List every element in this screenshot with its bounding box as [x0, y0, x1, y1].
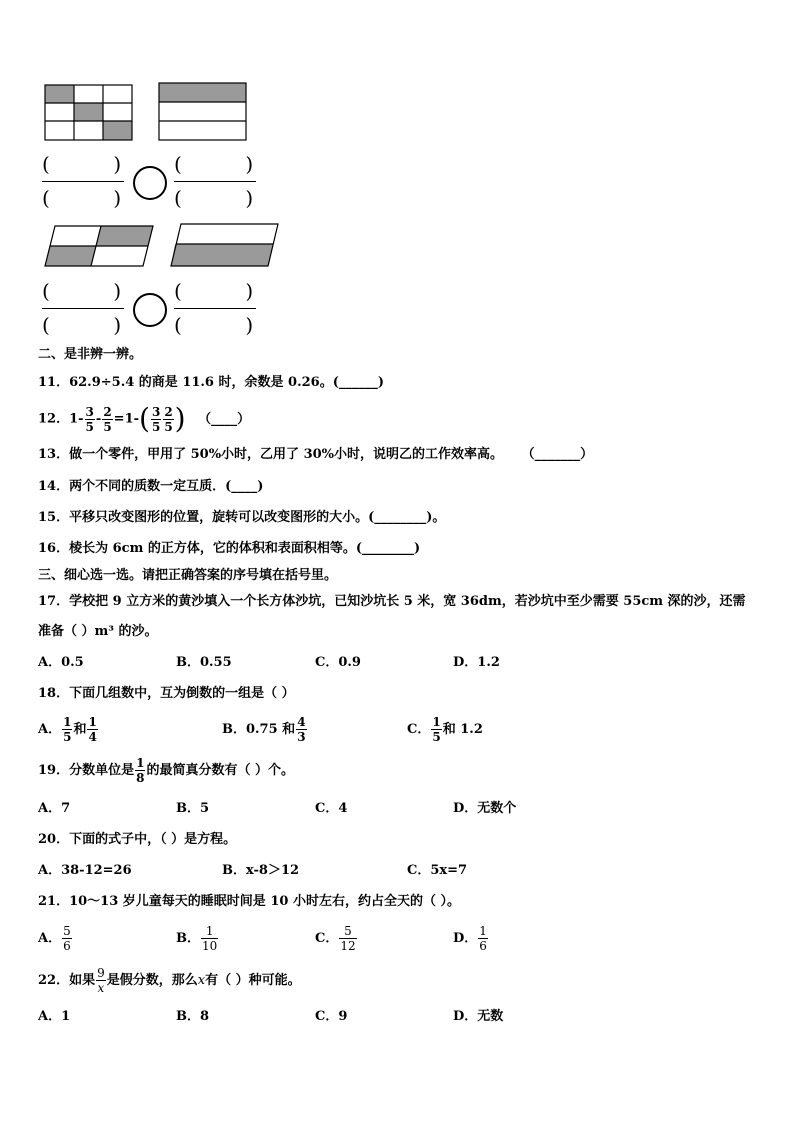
q19-option-a[interactable]: A．7	[38, 801, 71, 816]
question-14: 14．两个不同的质数一定互质．(____)	[38, 479, 264, 494]
question-12: 12．1- $\frac{3}{5}$ - $\frac{2}{5}$ =1-( $\frac{3}{5}$ $\frac{2}{5}$ ) （____）	[38, 402, 251, 435]
figure-parallelogram-halves	[170, 222, 280, 268]
q18-option-c[interactable]: C． $\frac{1}{5}$ 和 1.2	[407, 715, 483, 744]
q21-option-b[interactable]: B． $\frac{1}{10}$	[176, 924, 218, 953]
fraction-blank-2[interactable]: ( ) ( )	[174, 150, 256, 214]
question-16: 16．棱长为 6cm 的正方体，它的体积和表面积相等。(________)	[38, 541, 421, 556]
q22-option-c[interactable]: C．9	[315, 1009, 348, 1024]
question-22: 22．如果 $\frac{9}{x}$ 是假分数，那么x有（ ）种可能。	[38, 966, 301, 995]
answer-blank[interactable]: ________	[374, 510, 427, 525]
fraction-blank-4[interactable]: ( ) ( )	[174, 277, 256, 341]
compare-circle-1[interactable]	[133, 166, 167, 200]
q18-option-a[interactable]: A． $\frac{1}{5}$ 和 $\frac{1}{4}$	[38, 715, 97, 744]
q20-option-a[interactable]: A．38-12=26	[38, 863, 132, 878]
question-11: 11．62.9÷5.4 的商是 11.6 时，余数是 0.26。(______)	[38, 375, 384, 390]
q22-option-b[interactable]: B．8	[176, 1009, 210, 1024]
answer-blank[interactable]: ____	[231, 479, 258, 494]
q21-option-d[interactable]: D． $\frac{1}{6}$	[453, 924, 487, 953]
q21-option-c[interactable]: C． $\frac{5}{12}$	[315, 924, 356, 953]
question-17-line2: 准备（ ）m³ 的沙。	[38, 624, 158, 639]
q17-option-c[interactable]: C．0.9	[315, 655, 361, 670]
section3-title: 三、细心选一选。请把正确答案的序号填在括号里。	[38, 568, 338, 583]
q17-option-d[interactable]: D．1.2	[453, 655, 500, 670]
figure-rect-3rows	[158, 82, 248, 142]
q22-option-d[interactable]: D．无数	[453, 1009, 504, 1024]
answer-blank[interactable]: （_______）	[521, 447, 594, 462]
fraction-blank-3[interactable]: ( ) ( )	[42, 277, 124, 341]
q19-option-b[interactable]: B．5	[176, 801, 210, 816]
figure-grid-3x3	[44, 84, 134, 142]
fraction-bar	[42, 308, 124, 309]
question-21: 21．10～13 岁儿童每天的睡眠时间是 10 小时左右，约占全天的（ ）。	[38, 894, 460, 909]
figure-parallelogram-quarters	[44, 224, 156, 268]
q18-option-b[interactable]: B．0.75 和 $\frac{4}{3}$	[222, 715, 306, 744]
q22-option-a[interactable]: A．1	[38, 1009, 71, 1024]
q21-option-a[interactable]: A． $\frac{5}{6}$	[38, 924, 71, 953]
question-20: 20．下面的式子中，（ ）是方程。	[38, 832, 237, 847]
q19-option-d[interactable]: D．无数个	[453, 801, 517, 816]
compare-circle-2[interactable]	[133, 293, 167, 327]
q17-option-a[interactable]: A．0.5	[38, 655, 84, 670]
fraction-bar	[174, 181, 256, 182]
question-13: 13．做一个零件，甲用了 50%小时，乙用了 30%小时，说明乙的工作效率高。 （_______）	[38, 447, 594, 462]
answer-blank[interactable]: ______	[338, 375, 378, 390]
q19-option-c[interactable]: C．4	[315, 801, 348, 816]
fraction-bar	[42, 181, 124, 182]
answer-blank[interactable]: （____）	[198, 411, 251, 427]
q17-option-b[interactable]: B．0.55	[176, 655, 232, 670]
question-15: 15．平移只改变图形的位置，旋转可以改变图形的大小。(________)。	[38, 510, 446, 525]
question-19: 19．分数单位是 $\frac{1}{8}$ 的最简真分数有（ ）个。	[38, 756, 294, 785]
question-17-line1: 17．学校把 9 立方米的黄沙填入一个长方体沙坑，已知沙坑长 5 米，宽 36dm，若沙坑中至少需要 55cm 深的沙，还需	[38, 594, 746, 609]
fraction-bar	[174, 308, 256, 309]
q20-option-b[interactable]: B．x-8＞12	[222, 863, 300, 878]
section2-title: 二、是非辨一辨。	[38, 347, 143, 362]
answer-blank[interactable]: ________	[362, 541, 415, 556]
q20-option-c[interactable]: C．5x=7	[407, 863, 468, 878]
question-18: 18．下面几组数中，互为倒数的一组是（ ）	[38, 686, 295, 701]
fraction-blank-1[interactable]: ( ) ( )	[42, 150, 124, 214]
